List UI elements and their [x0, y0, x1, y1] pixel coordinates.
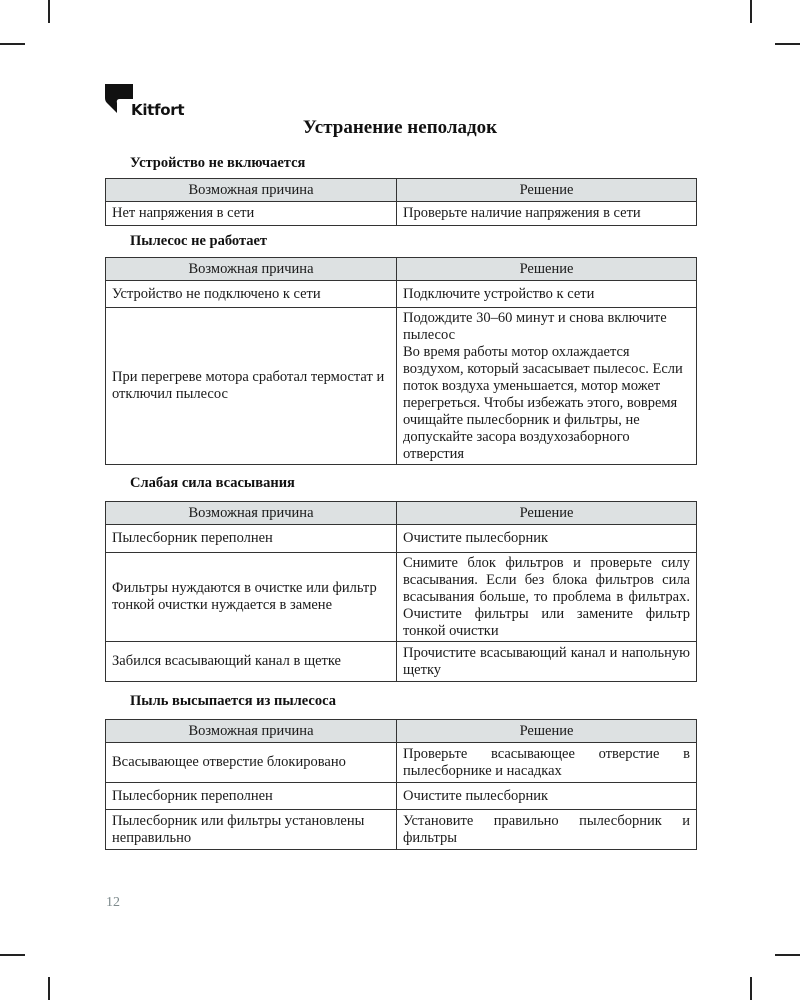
header-cause: Возможная причина: [106, 258, 397, 281]
table-header-row: [106, 258, 697, 281]
cause-cell: Пылесборник или фильтры установлены неправильно: [106, 810, 397, 850]
header-cause: Возможная причина: [106, 720, 397, 743]
solution-cell: Проверьте наличие напряжения в сети: [397, 202, 697, 226]
cause-cell: Устройство не подключено к сети: [106, 281, 397, 308]
solution-line: Подождите 30–60 минут и снова включите пылесос: [403, 309, 667, 343]
solution-cell: Прочистите всасывающий канал и напольную щетку: [397, 642, 697, 682]
cause-cell: Нет напряжения в сети: [106, 202, 397, 226]
troubleshooting-table: [105, 257, 697, 465]
page-number: 12: [106, 895, 120, 910]
table-row: [106, 553, 697, 642]
solution-cell: [397, 308, 697, 465]
solution-cell: Снимите блок фильтров и проверьте силу всасывания. Если без блока фильтров сила всасывания больше, то проблема в фильтрах. Очистите фильтры или замените фильтр тонкой очистки: [397, 553, 697, 642]
troubleshooting-table: [105, 178, 697, 226]
crop-mark: [775, 43, 800, 45]
crop-mark: [0, 954, 25, 956]
troubleshooting-table: [105, 719, 697, 850]
crop-mark: [0, 43, 25, 45]
header-solution: Решение: [397, 720, 697, 743]
header-cause: Возможная причина: [106, 502, 397, 525]
page-title: Устранение неполадок: [302, 117, 498, 138]
table-header-row: [106, 502, 697, 525]
solution-cell: Установите правильно пылесборник и фильтры: [397, 810, 697, 850]
cause-cell: Пылесборник переполнен: [106, 783, 397, 810]
section-heading: Пылесос не работает: [130, 233, 268, 249]
solution-cell: Подключите устройство к сети: [397, 281, 697, 308]
cause-cell: Фильтры нуждаются в очистке или фильтр тонкой очистки нуждается в замене: [106, 553, 397, 642]
table-row: [106, 308, 697, 465]
table-row: [106, 202, 697, 226]
brand-logo: [104, 83, 194, 121]
table-row: [106, 642, 697, 682]
solution-cell: Очистите пылесборник: [397, 783, 697, 810]
header-solution: Решение: [397, 179, 697, 202]
table-row: [106, 783, 697, 810]
table-row: [106, 525, 697, 553]
section-heading: Пыль высыпается из пылесоса: [130, 693, 336, 709]
header-solution: Решение: [397, 258, 697, 281]
section-heading: Слабая сила всасывания: [130, 475, 295, 491]
table-row: [106, 810, 697, 850]
header-solution: Решение: [397, 502, 697, 525]
solution-line: Во время работы мотор охлаждается воздухом, который засасывает пылесос. Если поток воздуха уменьшается, мотор может перегреться. Чтобы избежать этого, вовремя очищайте пылесборник и фильтры, не допускайте засора воздухозаборного отверстия: [403, 343, 683, 462]
table-header-row: [106, 720, 697, 743]
troubleshooting-table: [105, 501, 697, 682]
crop-mark: [48, 0, 50, 23]
crop-mark: [48, 977, 50, 1000]
solution-cell: Очистите пылесборник: [397, 525, 697, 553]
crop-mark: [750, 977, 752, 1000]
table-header-row: [106, 179, 697, 202]
cause-cell: При перегреве мотора сработал термостат и отключил пылесос: [106, 308, 397, 465]
table-row: [106, 281, 697, 308]
cause-cell: Забился всасывающий канал в щетке: [106, 642, 397, 682]
solution-cell: Проверьте всасывающее отверстие в пылесборнике и насадках: [397, 743, 697, 783]
cause-cell: Всасывающее отверстие блокировано: [106, 743, 397, 783]
crop-mark: [775, 954, 800, 956]
table-row: [106, 743, 697, 783]
crop-mark: [750, 0, 752, 23]
cause-cell: Пылесборник переполнен: [106, 525, 397, 553]
brand-name: Kitfort: [131, 101, 185, 119]
header-cause: Возможная причина: [106, 179, 397, 202]
section-heading: Устройство не включается: [130, 155, 306, 171]
